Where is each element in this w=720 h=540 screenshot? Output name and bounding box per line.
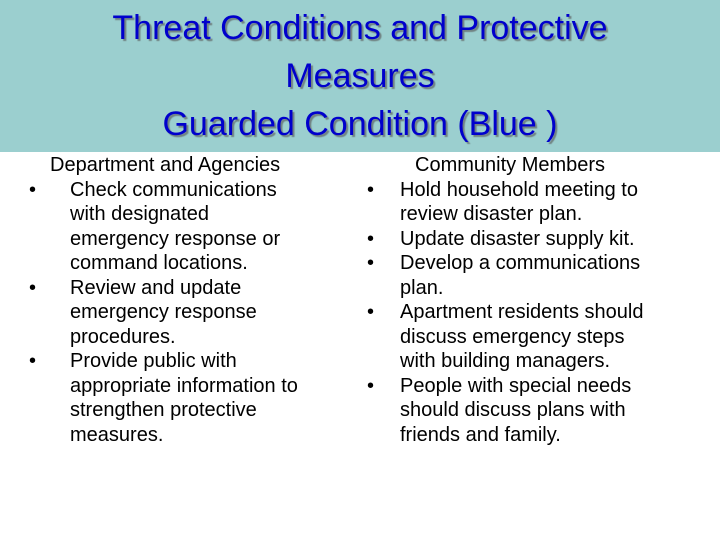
item-line: Update disaster supply kit. [400,227,635,250]
title-line: Guarded Condition (Blue ) [162,105,558,143]
item-line: strengthen protective [70,399,257,421]
item-line: discuss emergency steps [400,325,625,348]
item-line: Hold household meeting to [400,178,638,201]
item-line: emergency response [70,301,257,323]
bullet-icon: • [367,178,375,201]
departments-list [22,178,352,448]
item-line: Provide public with [70,350,237,372]
item-line: People with special needs [400,374,632,397]
bullet-icon: • [29,178,37,201]
list-item [22,276,352,350]
bullet-icon: • [367,227,375,250]
title-line: Threat Conditions and Protective [112,9,608,47]
list-item [360,178,700,227]
list-item [360,374,700,448]
departments-column [22,153,352,447]
departments-heading: Department and Agencies [50,154,281,176]
bullet-icon: • [29,276,37,299]
item-line: measures. [70,423,164,446]
item-line: emergency response or [70,227,281,250]
item-line: Develop a communications [400,252,641,274]
list-item [22,349,352,447]
community-column [360,153,700,447]
item-line: procedures. [70,325,176,348]
list-item [360,227,700,252]
item-line: with designated [70,203,209,225]
bullet-icon: • [29,350,37,372]
item-line: Review and update [70,276,242,299]
bullet-icon: • [367,301,375,323]
item-line: review disaster plan. [400,203,583,225]
item-line: with building managers. [400,350,611,372]
item-line: appropriate information to [70,374,298,397]
item-line: Apartment residents should [400,301,644,323]
list-item [360,251,700,300]
list-item [360,300,700,374]
community-heading: Community Members [415,154,606,176]
bullet-icon: • [367,374,375,397]
item-line: command locations. [70,252,248,274]
community-list [360,178,700,448]
title-line: Measures [285,57,435,95]
item-line: Check communications [70,178,277,201]
slide-title [0,4,720,148]
list-item [22,178,352,276]
item-line: plan. [400,276,444,299]
item-line: friends and family. [400,423,561,446]
item-line: should discuss plans with [400,399,626,421]
bullet-icon: • [367,252,375,274]
